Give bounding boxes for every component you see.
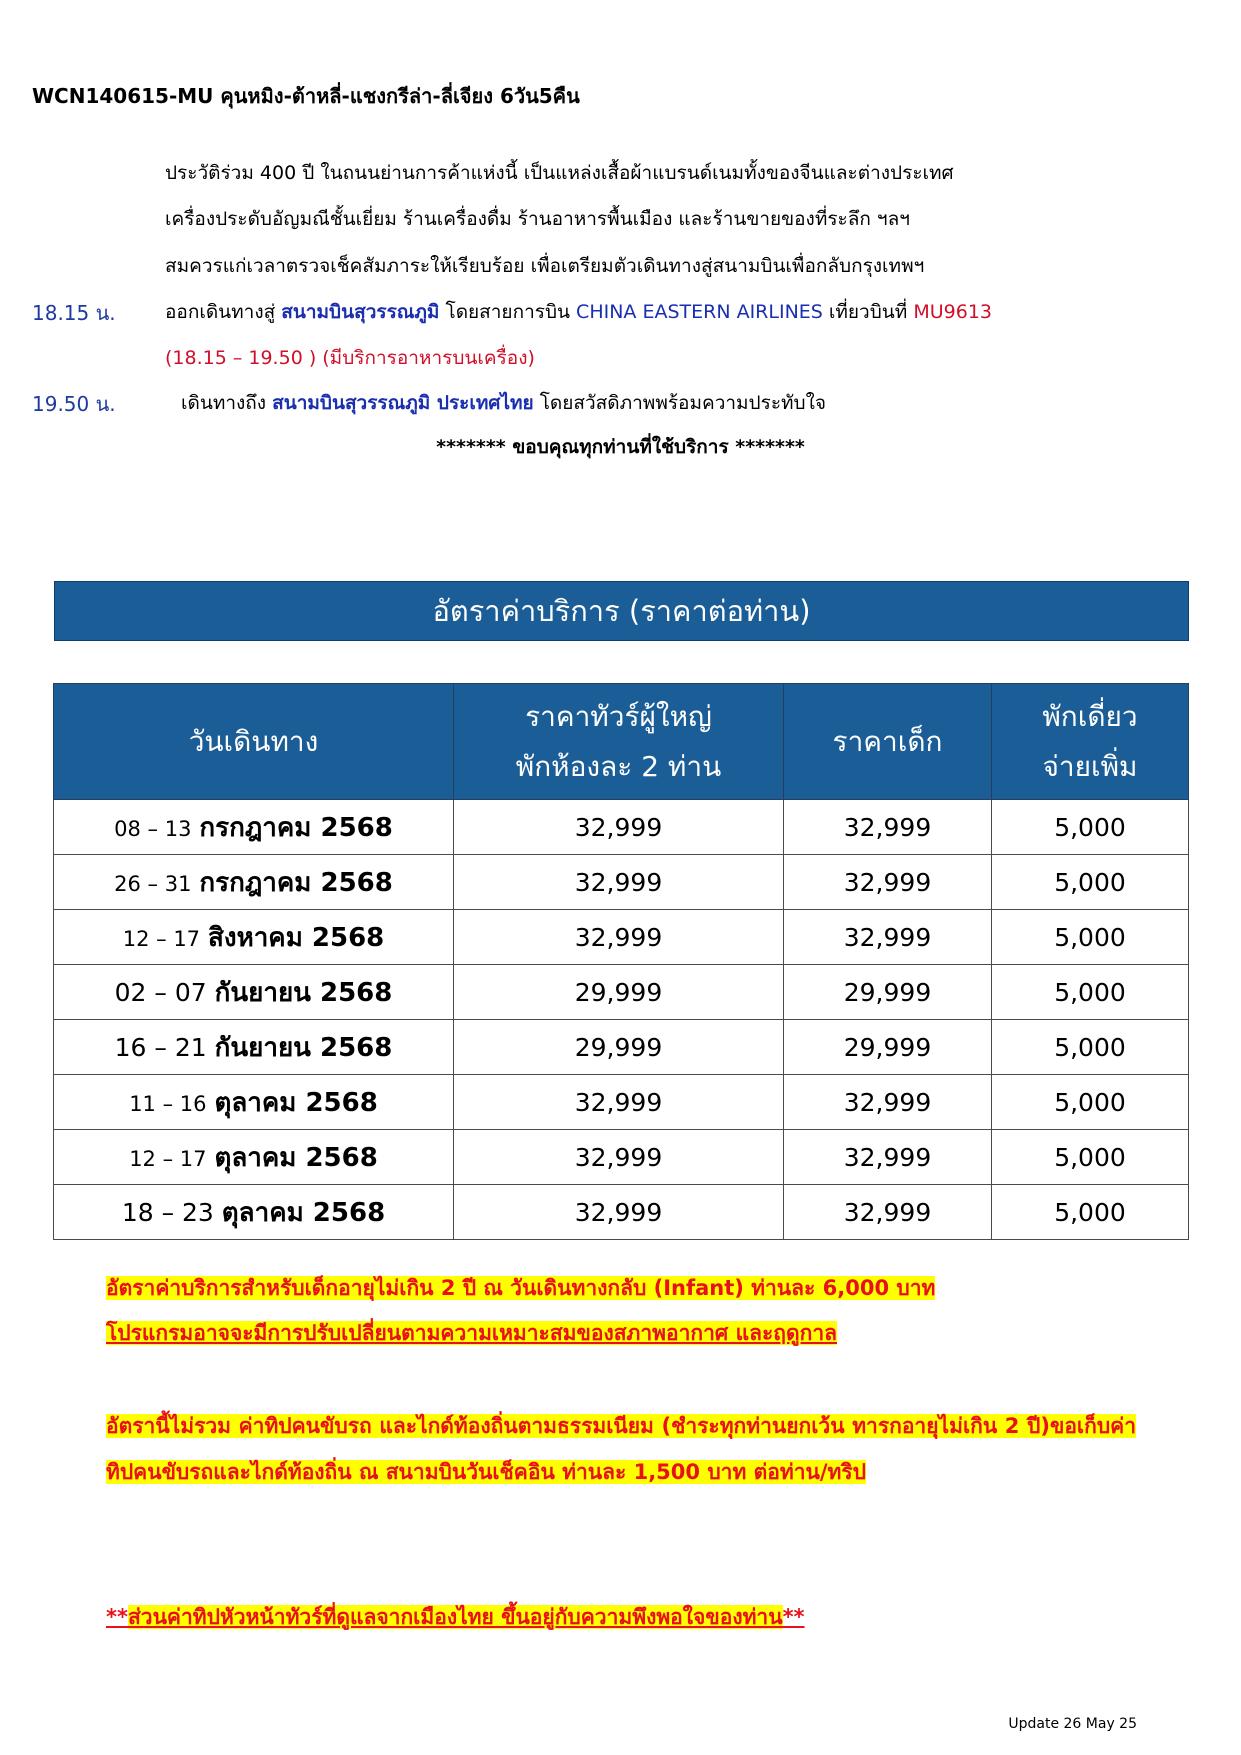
col-single-header-line1: พักเดี่ยว xyxy=(1042,699,1138,733)
row-single-supplement: 5,000 xyxy=(992,1130,1189,1185)
row-adult-price: 32,999 xyxy=(454,1130,784,1185)
table-row xyxy=(54,1020,1189,1075)
tips-note xyxy=(106,1403,1136,1495)
arrival-airport: สนามบินสุวรรณภูมิ ประเทศไทย xyxy=(272,392,534,414)
departure-time: 18.15 น. xyxy=(32,301,116,325)
row-adult-price: 32,999 xyxy=(454,800,784,855)
date-month: สิงหาคม 2568 xyxy=(208,922,385,953)
col-adult-header xyxy=(454,684,784,800)
row-adult-price: 29,999 xyxy=(454,1020,784,1075)
leader-tip-stars-open: ** xyxy=(106,1605,128,1629)
program-change-note xyxy=(106,1310,837,1356)
arrival-time: 19.50 น. xyxy=(32,392,116,416)
table-row xyxy=(54,1130,1189,1185)
departure-airline-prefix: โดยสายการบิน xyxy=(439,301,577,323)
col-adult-header-line2: พักห้องละ 2 ท่าน xyxy=(515,749,722,783)
infant-rate-note xyxy=(106,1265,935,1311)
date-month: ตุลาคม 2568 xyxy=(221,1197,386,1228)
col-child-header: ราคาเด็ก xyxy=(784,684,992,800)
date-days: 12 – 17 xyxy=(122,926,201,951)
row-child-price: 32,999 xyxy=(784,800,992,855)
program-change-underlined: โปรแกรมอาจจะมีการปรับเปลี่ยนตามความเหมาะสมของสภาพอากาศ และฤดูกาล xyxy=(106,1321,837,1345)
departure-airport: สนามบินสุวรรณภูมิ xyxy=(281,301,440,323)
itinerary-paragraph-line-3: สมควรแก่เวลาตรวจเช็คสัมภาระให้เรียบร้อย เพื่อเตรียมตัวเดินทางสู่สนามบินเพื่อกลับกรุงเทพฯ xyxy=(165,255,925,277)
row-adult-price: 29,999 xyxy=(454,965,784,1020)
departure-line xyxy=(165,297,992,327)
leader-tip-stars-close: ** xyxy=(782,1605,805,1629)
price-table-header xyxy=(54,684,1189,800)
arrival-prefix: เดินทางถึง xyxy=(181,392,273,414)
date-days: 16 – 21 xyxy=(114,1032,207,1062)
row-date xyxy=(54,1130,454,1185)
date-month: กันยายน 2568 xyxy=(214,1032,393,1063)
row-adult-price: 32,999 xyxy=(454,1185,784,1240)
row-date xyxy=(54,1075,454,1130)
date-days: 11 – 16 xyxy=(129,1091,207,1116)
row-single-supplement: 5,000 xyxy=(992,855,1189,910)
price-table xyxy=(53,683,1189,1240)
row-single-supplement: 5,000 xyxy=(992,965,1189,1020)
row-child-price: 32,999 xyxy=(784,910,992,965)
date-month: กันยายน 2568 xyxy=(214,977,393,1008)
rate-banner xyxy=(54,581,1189,641)
leader-tip-highlight xyxy=(128,1605,783,1629)
row-child-price: 32,999 xyxy=(784,1185,992,1240)
row-date xyxy=(54,965,454,1020)
document-title: WCN140615-MU คุนหมิง-ต้าหลี่-แชงกรีล่า-ลี่เจียง 6วัน5คืน xyxy=(32,84,580,108)
table-row xyxy=(54,965,1189,1020)
flight-prefix: เที่ยวบินที่ xyxy=(822,301,914,323)
rate-banner-title: อัตราค่าบริการ (ราคาต่อท่าน) xyxy=(432,594,811,628)
arrival-line xyxy=(181,388,826,418)
date-days: 08 – 13 xyxy=(114,816,192,841)
row-child-price: 32,999 xyxy=(784,1075,992,1130)
date-month: กรกฎาคม 2568 xyxy=(199,812,393,843)
row-child-price: 29,999 xyxy=(784,965,992,1020)
airline-name: CHINA EASTERN AIRLINES xyxy=(576,301,823,323)
itinerary-paragraph-line-1: ประวัติร่วม 400 ปี ในถนนย่านการค้าแห่งนี้ เป็นแหล่งเสื้อผ้าแบรนด์เนมทั้งของจีนและต่างประเทศ xyxy=(165,162,954,184)
col-single-header-line2: จ่ายเพิ่ม xyxy=(1042,749,1138,783)
itinerary-paragraph-line-2: เครื่องประดับอัญมณีชั้นเยี่ยม ร้านเครื่องดื่ม ร้านอาหารพื้นเมือง และร้านขายของที่ระลึก ฯลฯ xyxy=(165,208,910,230)
tips-text: อัตรานี้ไม่รวม ค่าทิปคนขับรถ และไกด์ท้องถิ่นตามธรรมเนียม (ชำระทุกท่านยกเว้น ทารกอายุไม่เกิน 2 ปี)ขอเก็บค่าทิปคนขับรถและไกด์ท้องถิ่น ณ สนามบินวันเช็คอิน ท่านละ 1,500 บาท ต่อท่าน/ทริป xyxy=(106,1414,1136,1484)
table-row xyxy=(54,855,1189,910)
row-adult-price: 32,999 xyxy=(454,855,784,910)
table-row xyxy=(54,800,1189,855)
program-change-text xyxy=(106,1321,837,1345)
thank-you-line: ******* ขอบคุณทุกท่านที่ใช้บริการ ******* xyxy=(436,436,805,458)
row-date xyxy=(54,800,454,855)
departure-prefix: ออกเดินทางสู่ xyxy=(165,301,282,323)
date-month: ตุลาคม 2568 xyxy=(214,1142,378,1173)
table-row xyxy=(54,1185,1189,1240)
row-adult-price: 32,999 xyxy=(454,1075,784,1130)
leader-tip-text: ส่วนค่าทิปหัวหน้าทัวร์ที่ดูแลจากเมืองไทย ขึ้นอยู่กับความพึงพอใจของท่าน xyxy=(127,1605,783,1629)
row-date xyxy=(54,1020,454,1075)
date-month: กรกฎาคม 2568 xyxy=(199,867,393,898)
row-date xyxy=(54,910,454,965)
row-child-price: 29,999 xyxy=(784,1020,992,1075)
row-single-supplement: 5,000 xyxy=(992,1075,1189,1130)
row-date xyxy=(54,855,454,910)
table-row xyxy=(54,910,1189,965)
row-single-supplement: 5,000 xyxy=(992,910,1189,965)
leader-tip-note xyxy=(106,1594,805,1640)
infant-rate-text: อัตราค่าบริการสำหรับเด็กอายุไม่เกิน 2 ปี ณ วันเดินทางกลับ (Infant) ท่านละ 6,000 บาท xyxy=(106,1276,936,1300)
col-adult-header-line1: ราคาทัวร์ผู้ใหญ่ xyxy=(525,699,712,733)
row-single-supplement: 5,000 xyxy=(992,1185,1189,1240)
arrival-suffix: โดยสวัสดิภาพพร้อมความประทับใจ xyxy=(533,392,827,414)
row-single-supplement: 5,000 xyxy=(992,800,1189,855)
col-single-header xyxy=(992,684,1189,800)
row-child-price: 32,999 xyxy=(784,855,992,910)
row-child-price: 32,999 xyxy=(784,1130,992,1185)
update-date: Update 26 May 25 xyxy=(1008,1716,1137,1732)
date-days: 26 – 31 xyxy=(114,871,192,896)
flight-number: MU9613 xyxy=(913,301,992,323)
row-date xyxy=(54,1185,454,1240)
flight-time-meal: (18.15 – 19.50 ) (มีบริการอาหารบนเครื่อง) xyxy=(165,347,535,369)
row-single-supplement: 5,000 xyxy=(992,1020,1189,1075)
date-days: 18 – 23 xyxy=(121,1197,214,1227)
col-date-header: วันเดินทาง xyxy=(54,684,454,800)
date-month: ตุลาคม 2568 xyxy=(214,1087,378,1118)
table-row xyxy=(54,1075,1189,1130)
date-days: 02 – 07 xyxy=(114,977,207,1007)
row-adult-price: 32,999 xyxy=(454,910,784,965)
date-days: 12 – 17 xyxy=(129,1146,207,1171)
